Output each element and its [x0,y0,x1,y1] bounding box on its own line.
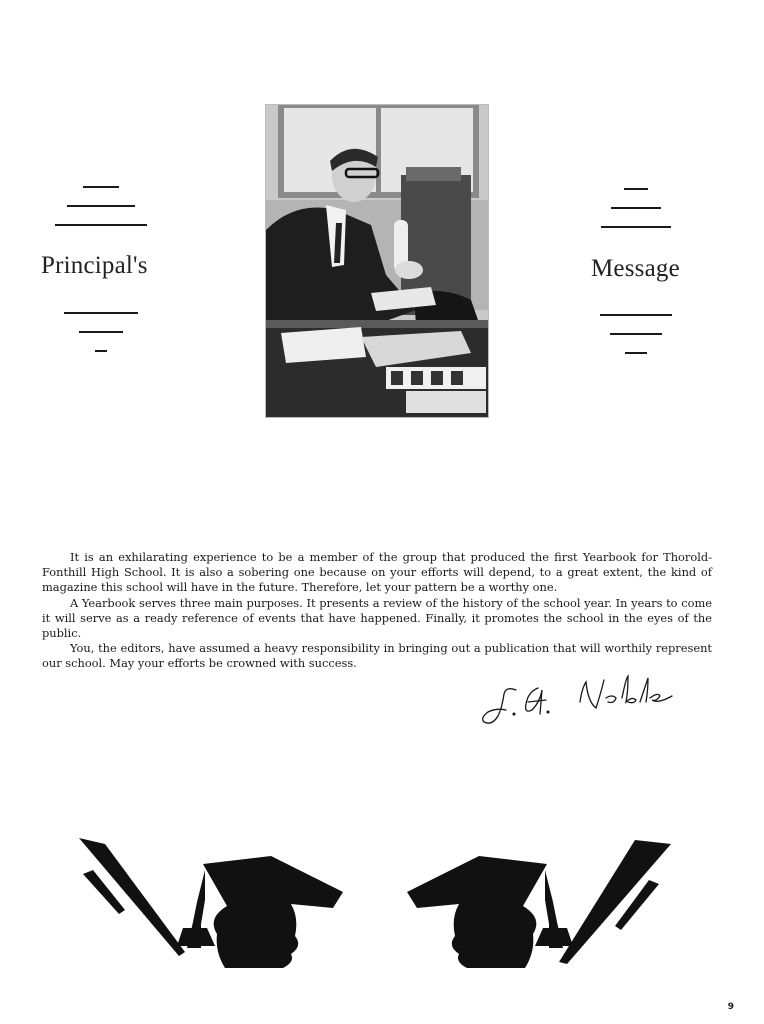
message-paragraph-3: You, the editors, have assumed a heavy responsibility in bringing out a publication that will worthily represent our school. May your efforts be crowned with success. [42,641,712,671]
heading-message: Message [591,255,680,282]
message-paragraph-2: A Yearbook serves three main purposes. It presents a review of the history of the school year. In years to come it will serve as a ready reference of events that have happened. Finally, it promotes the school in the eyes of the public. [42,595,712,641]
page-number: 9 [727,1002,734,1012]
principal-signature [476,668,676,734]
heading-principals: Principal's [41,252,148,279]
graduation-silhouettes [75,830,675,975]
right-top-decorative-bars [581,188,691,228]
principal-photo [265,104,489,418]
message-paragraph-1: It is an exhilarating experience to be a member of the group that produced the first Yearbook for Thorold-Fonthill High School. It is also a sobering one because on your efforts will depend, to a great extent, the kind of magazine this school will have in the future. Therefore, let your pattern be a worthy one. [42,550,712,595]
graduate-silhouette-icon [75,830,675,975]
left-top-decorative-bars [46,186,156,226]
principal-at-desk-photo-icon [266,105,488,417]
right-bottom-decorative-bars [581,314,691,354]
signature-icon [476,668,676,734]
principal-message-body [42,550,712,672]
left-bottom-decorative-bars [46,312,156,352]
